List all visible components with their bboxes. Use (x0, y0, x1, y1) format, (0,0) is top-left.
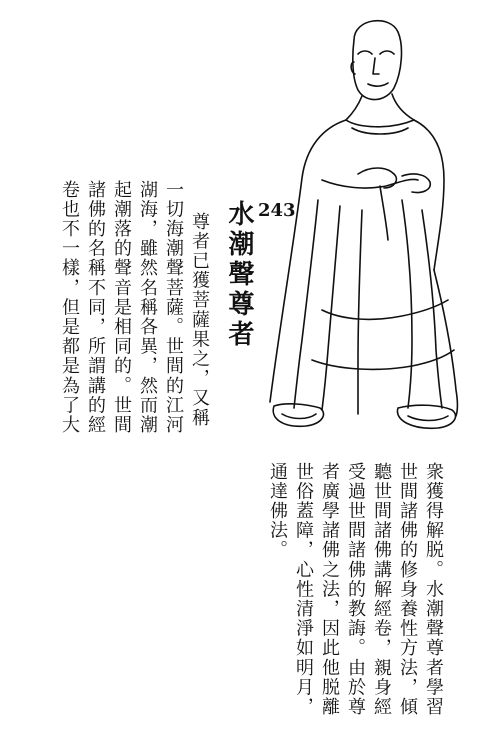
text-column: 起潮落的聲音是相同的。世間 (111, 180, 132, 435)
text-column: 一切海潮聲菩薩。世間的江河 (163, 180, 184, 435)
text-column: 者廣學諸佛之法，因此他脱離 (319, 462, 340, 717)
text-column: 湖海，雖然名稱各異，然而潮 (137, 180, 158, 435)
text-column: 尊者已獲菩薩果之，又稱 (189, 212, 210, 428)
arhat-name: 水潮聲尊者 (224, 200, 254, 350)
arhat-number: 243 (258, 200, 296, 221)
text-column: 卷也不一樣，但是都是為了大 (59, 180, 80, 435)
text-column: 衆獲得解脱。水潮聲尊者學習 (423, 462, 444, 717)
text-column: 世間諸佛的修身養性方法，傾 (397, 462, 418, 717)
text-column: 諸佛的名稱不同，所謂講的經 (85, 180, 106, 435)
text-column: 世俗蓋障，心性清淨如明月， (293, 462, 314, 717)
text-column: 受過世間諸佛的教誨。由於尊 (345, 462, 366, 717)
arhat-title (221, 200, 296, 350)
text-column: 通達佛法。 (267, 462, 288, 560)
text-column: 聽世間諸佛講解經卷，親身經 (371, 462, 392, 717)
